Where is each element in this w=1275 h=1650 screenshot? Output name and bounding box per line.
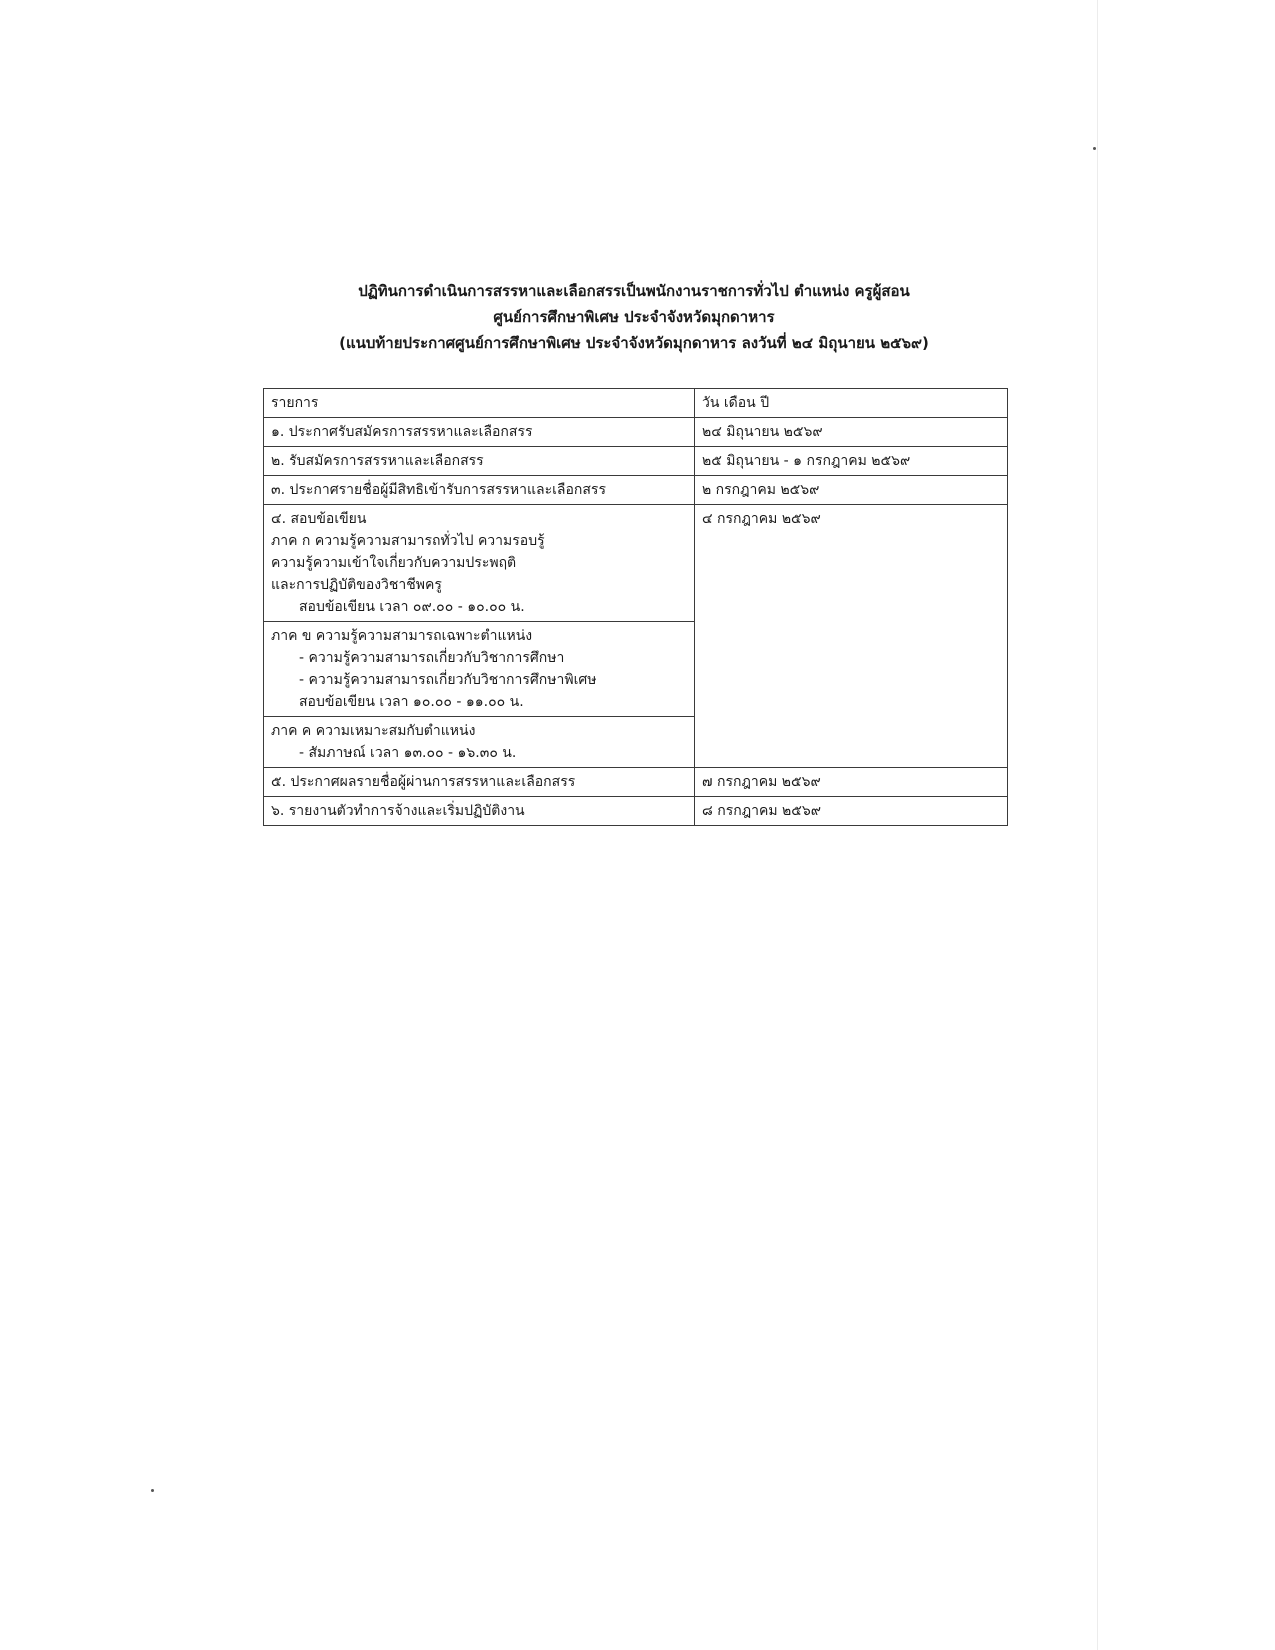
row-item: ๖. รายงานตัวทำการจ้างและเริ่มปฏิบัติงาน [264,797,695,826]
row-item: ๒. รับสมัครการสรรหาและเลือกสรร [264,447,695,476]
exam-part-b [264,622,695,717]
row-date: ๒๕ มิถุนายน - ๑ กรกฎาคม ๒๕๖๙ [695,447,1008,476]
row-date: ๗ กรกฎาคม ๒๕๖๙ [695,768,1008,797]
exam-line: ความรู้ความเข้าใจเกี่ยวกับความประพฤติ [271,555,517,571]
exam-time: สอบข้อเขียน เวลา ๐๙.๐๐ - ๑๐.๐๐ น. [299,599,525,615]
row-date: ๒๔ มิถุนายน ๒๕๖๙ [695,418,1008,447]
exam-row-part-a [264,505,1008,622]
exam-line: - ความรู้ความสามารถเกี่ยวกับวิชาการศึกษาพิเศษ [299,672,597,688]
table-row [264,768,1008,797]
table-row [264,476,1008,505]
exam-part-a [264,505,695,622]
document-title [262,278,1006,356]
row-date: ๒ กรกฎาคม ๒๕๖๙ [695,476,1008,505]
table-row [264,418,1008,447]
scan-speck [1093,147,1096,150]
title-line-3: (แนบท้ายประกาศศูนย์การศึกษาพิเศษ ประจำจังหวัดมุกดาหาร ลงวันที่ ๒๔ มิถุนายน ๒๕๖๙) [339,334,929,352]
table-row [264,797,1008,826]
row-date: ๘ กรกฎาคม ๒๕๖๙ [695,797,1008,826]
exam-time: - สัมภาษณ์ เวลา ๑๓.๐๐ - ๑๖.๓๐ น. [299,745,517,761]
table-row [264,447,1008,476]
exam-line: และการปฏิบัติของวิชาชีพครู [271,577,442,593]
schedule-table [263,388,1008,826]
exam-time: สอบข้อเขียน เวลา ๑๐.๐๐ - ๑๑.๐๐ น. [299,694,524,710]
column-header-item: รายการ [264,389,695,418]
column-header-date: วัน เดือน ปี [695,389,1008,418]
exam-line: ภาค ข ความรู้ความสามารถเฉพาะตำแหน่ง [271,628,533,644]
exam-line: - ความรู้ความสามารถเกี่ยวกับวิชาการศึกษา [299,650,565,666]
exam-heading: ๔. สอบข้อเขียน [271,511,367,527]
scan-speck [151,1489,154,1492]
row-item: ๓. ประกาศรายชื่อผู้มีสิทธิเข้ารับการสรรหาและเลือกสรร [264,476,695,505]
row-item: ๕. ประกาศผลรายชื่อผู้ผ่านการสรรหาและเลือกสรร [264,768,695,797]
exam-date: ๔ กรกฎาคม ๒๕๖๙ [695,505,1008,768]
title-line-2: ศูนย์การศึกษาพิเศษ ประจำจังหวัดมุกดาหาร [493,308,775,326]
title-line-1: ปฏิทินการดำเนินการสรรหาและเลือกสรรเป็นพนักงานราชการทั่วไป ตำแหน่ง ครูผู้สอน [358,282,910,300]
scan-edge [1097,0,1098,1650]
exam-part-c [264,717,695,768]
exam-line: ภาค ค ความเหมาะสมกับตำแหน่ง [271,723,476,739]
exam-line: ภาค ก ความรู้ความสามารถทั่วไป ความรอบรู้ [271,533,545,549]
row-item: ๑. ประกาศรับสมัครการสรรหาและเลือกสรร [264,418,695,447]
table-header-row [264,389,1008,418]
